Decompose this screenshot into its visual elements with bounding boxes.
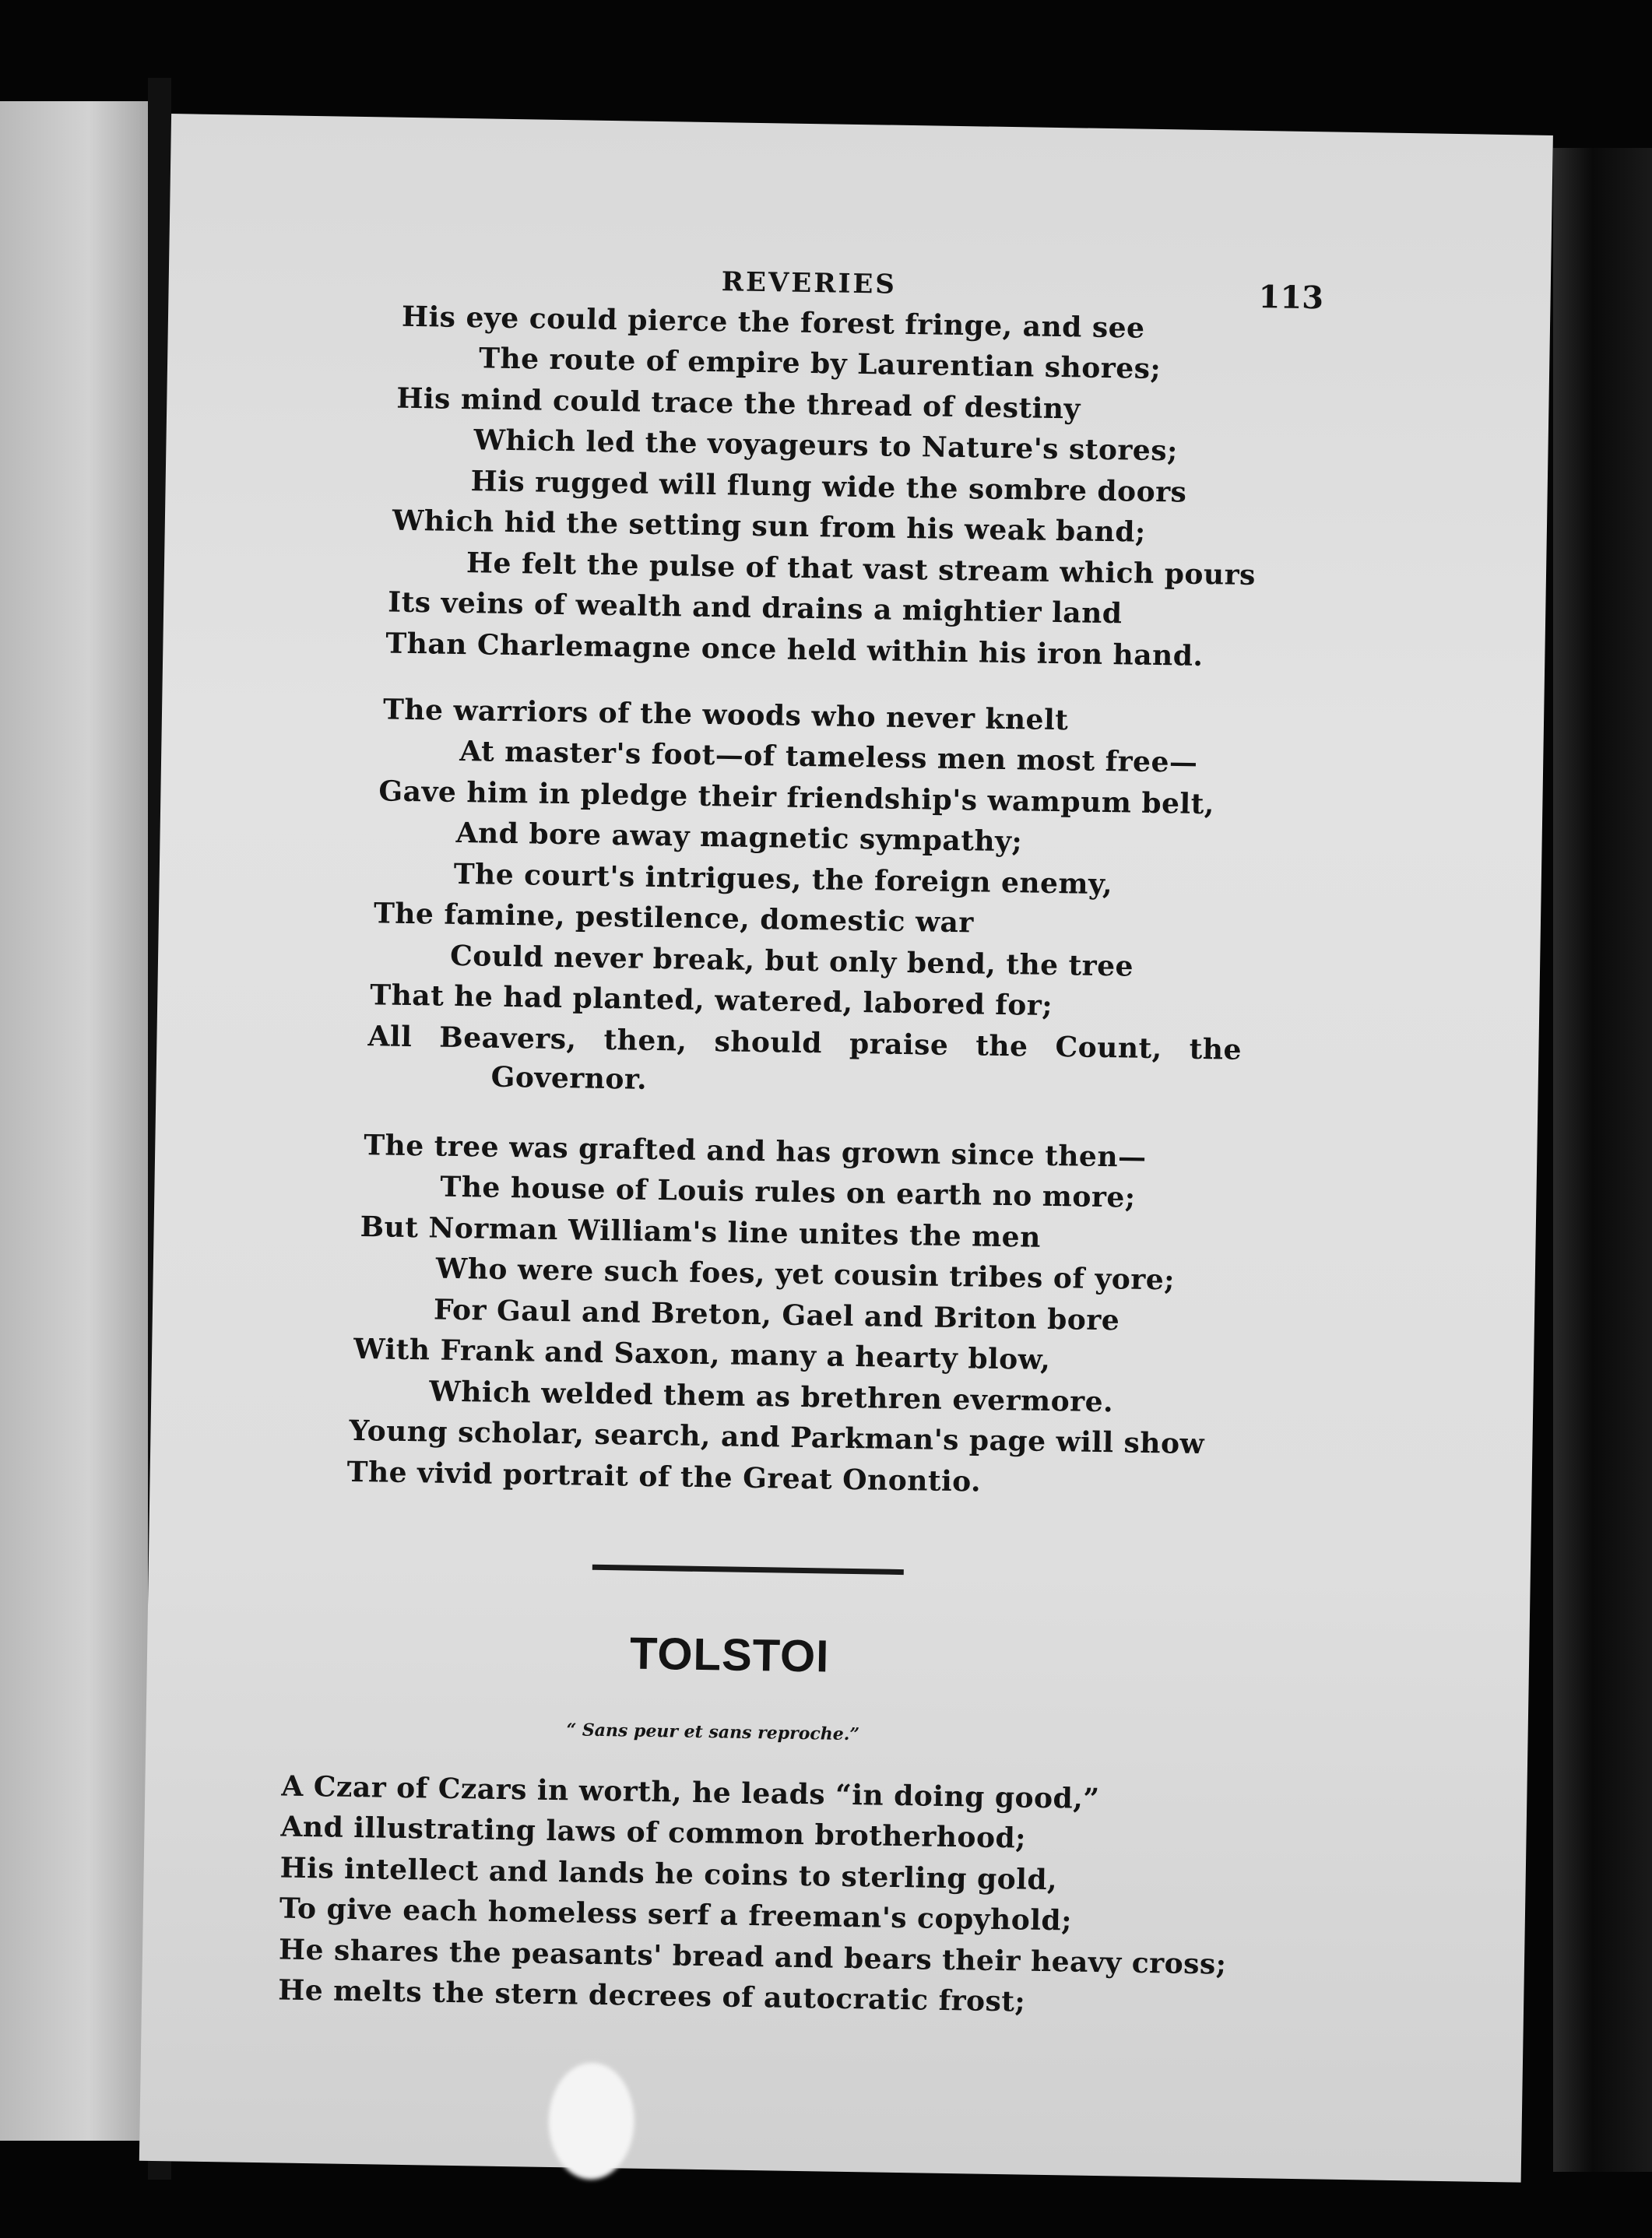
poem-line: The house of Louis rules on earth no more; xyxy=(440,1170,1136,1214)
poem-line: He felt the pulse of that vast stream which pours xyxy=(466,546,1257,592)
book-page xyxy=(139,114,1553,2183)
poem-line: Which welded them as brethren evermore. xyxy=(429,1375,1114,1419)
poem-line: All Beavers, then, should praise the Count, the xyxy=(367,1020,1243,1066)
poem-line: For Gaul and Breton, Gael and Briton bore xyxy=(433,1293,1120,1337)
poem-line: Gave him in pledge their friendship's wampum belt, xyxy=(378,775,1215,821)
poem-line: He melts the stern decrees of autocratic frost; xyxy=(277,1973,1026,2018)
poem-line: The tree was grafted and has grown since then— xyxy=(363,1129,1147,1174)
section-divider xyxy=(592,1565,904,1575)
poem-line: Could never break, but only bend, the tree xyxy=(449,939,1134,983)
poem-epigraph: “ Sans peur et sans reproche.” xyxy=(566,1720,860,1745)
running-head: REVERIES xyxy=(721,266,898,300)
poem-line: Who were such foes, yet cousin tribes of yore; xyxy=(435,1252,1176,1297)
poem-line: And illustrating laws of common brotherhood; xyxy=(280,1810,1027,1855)
poem-line: The warriors of the woods who never knelt xyxy=(382,693,1069,737)
poem-line: His eye could pierce the forest fringe, and see xyxy=(401,300,1145,345)
poem-line: With Frank and Saxon, many a hearty blow, xyxy=(353,1332,1051,1376)
facing-page-edge xyxy=(0,101,148,2141)
poem-line: Which hid the setting sun from his weak band; xyxy=(392,504,1147,549)
poem-line: His intellect and lands he coins to sterling gold, xyxy=(279,1851,1058,1897)
poem-line: The route of empire by Laurentian shores; xyxy=(478,342,1162,386)
paper-damage-spot xyxy=(547,2062,634,2180)
page-number: 113 xyxy=(1258,279,1324,317)
poem-line: To give each homeless serf a freeman's copyhold; xyxy=(279,1892,1073,1938)
poem-line: Young scholar, search, and Parkman's page will show xyxy=(349,1414,1205,1461)
poem-line: A Czar of Czars in worth, he leads “in doing good,” xyxy=(281,1769,1100,1816)
poem-line: But Norman William's line unites the men xyxy=(360,1210,1042,1254)
poem-line: Its veins of wealth and drains a mightier land xyxy=(387,585,1123,631)
poem-line: Which led the voyageurs to Nature's stores; xyxy=(473,423,1179,468)
poem-line: The famine, pestilence, domestic war xyxy=(373,897,975,940)
poem-line: Than Charlemagne once held within his iron hand. xyxy=(385,627,1204,673)
poem-line: His rugged will flung wide the sombre doors xyxy=(470,465,1187,509)
poem-line: He shares the peasants' bread and bears their heavy cross; xyxy=(278,1933,1227,1981)
poem-title: TOLSTOI xyxy=(629,1628,830,1682)
poem-line: His mind could trace the thread of destiny xyxy=(396,381,1081,426)
poem-line: That he had planted, watered, labored for; xyxy=(370,978,1053,1022)
poem-line: And bore away magnetic sympathy; xyxy=(455,816,1023,859)
page-edge-shadow xyxy=(1553,148,1652,2172)
poem-line: The court's intrigues, the foreign enemy, xyxy=(453,857,1113,901)
poem-line: At master's foot—of tameless men most free— xyxy=(459,734,1198,779)
poem-line: The vivid portrait of the Great Onontio. xyxy=(346,1455,982,1498)
poem-line: Governor. xyxy=(490,1060,648,1096)
